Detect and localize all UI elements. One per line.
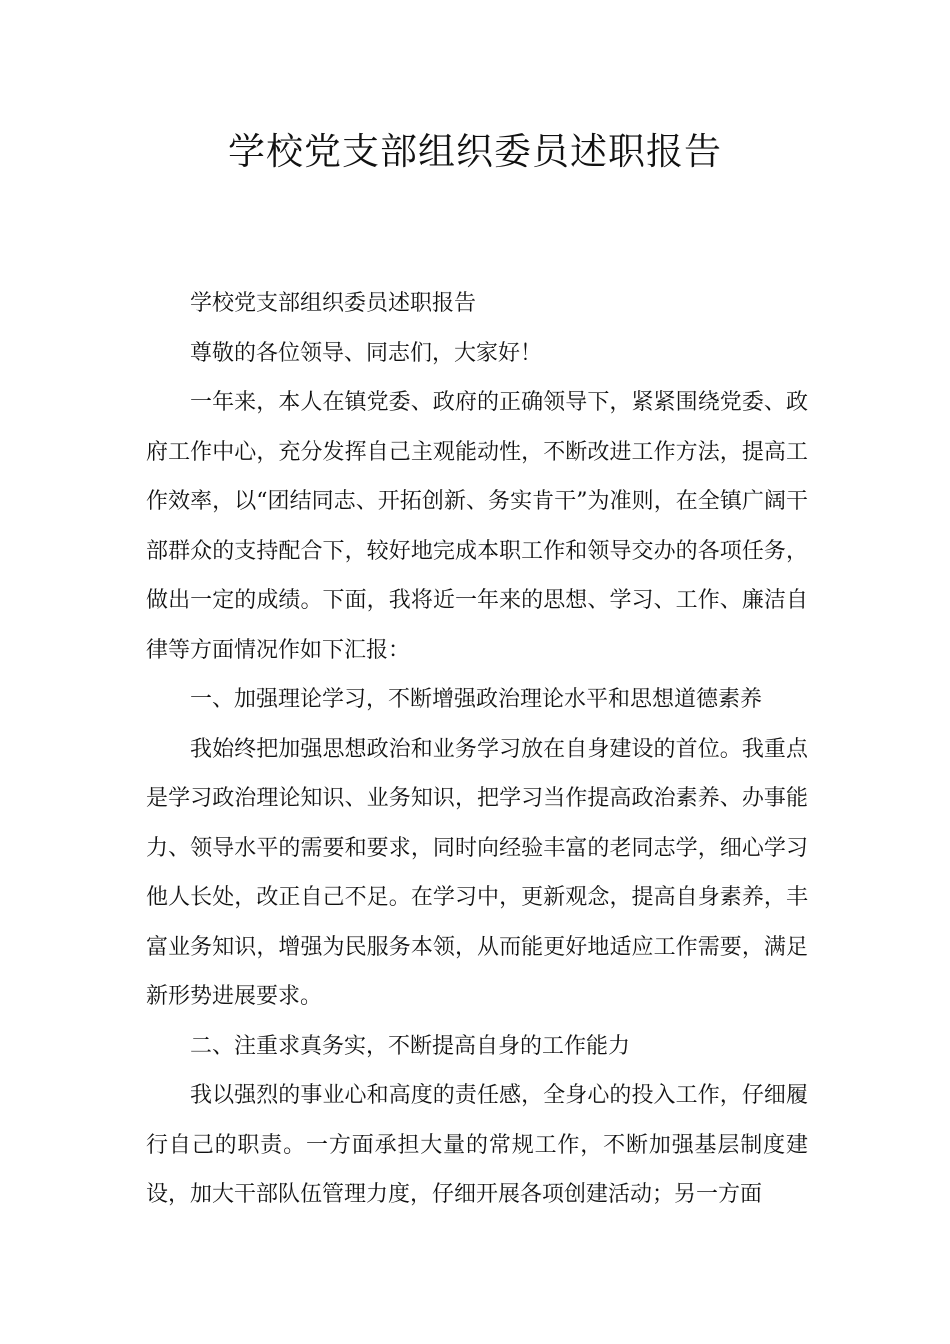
section-heading-2: 二、注重求真务实，不断提高自身的工作能力 [190, 1033, 631, 1059]
body-paragraph-subtitle: 学校党支部组织委员述职报告 [190, 291, 477, 316]
section-heading-1: 一、加强理论学习，不断增强政治理论水平和思想道德素养 [190, 687, 763, 712]
body-paragraph-intro: 一年来，本人在镇党委、政府的正确领导下，紧紧围绕党委、政府工作中心，充分发挥自己主观能动性，不断改进工作方法，提高工作效率，以“团结同志、开拓创新、务实肯干”为准则，在全镇广阔干部群众的支持配合下，较好地完成本职工作和领导交办的各项任务，做出一定的成绩。下面，我将近一年来的思想、学习、工作、廉洁自律等方面情况作如下汇报： [146, 390, 808, 663]
body-paragraph-section-2: 我以强烈的事业心和高度的责任感，全身心的投入工作，仔细履行自己的职责。一方面承担大量的常规工作，不断加强基层制度建设，加大干部队伍管理力度，仔细开展各项创建活动；另一方面 [146, 1083, 808, 1207]
body-paragraph-greeting: 尊敬的各位领导、同志们，大家好！ [190, 340, 543, 366]
body-paragraph-section-1: 我始终把加强思想政治和业务学习放在自身建设的首位。我重点是学习政治理论知识、业务知识，把学习当作提高政治素养、办事能力、领导水平的需要和要求，同时向经验丰富的老同志学，细心学习他人长处，改正自己不足。在学习中，更新观念，提高自身素养，丰富业务知识，增强为民服务本领，从而能更好地适应工作需要，满足新形势进展要求。 [146, 736, 808, 1009]
document-title: 学校党支部组织委员述职报告 [228, 130, 722, 173]
document-body [146, 279, 808, 1220]
